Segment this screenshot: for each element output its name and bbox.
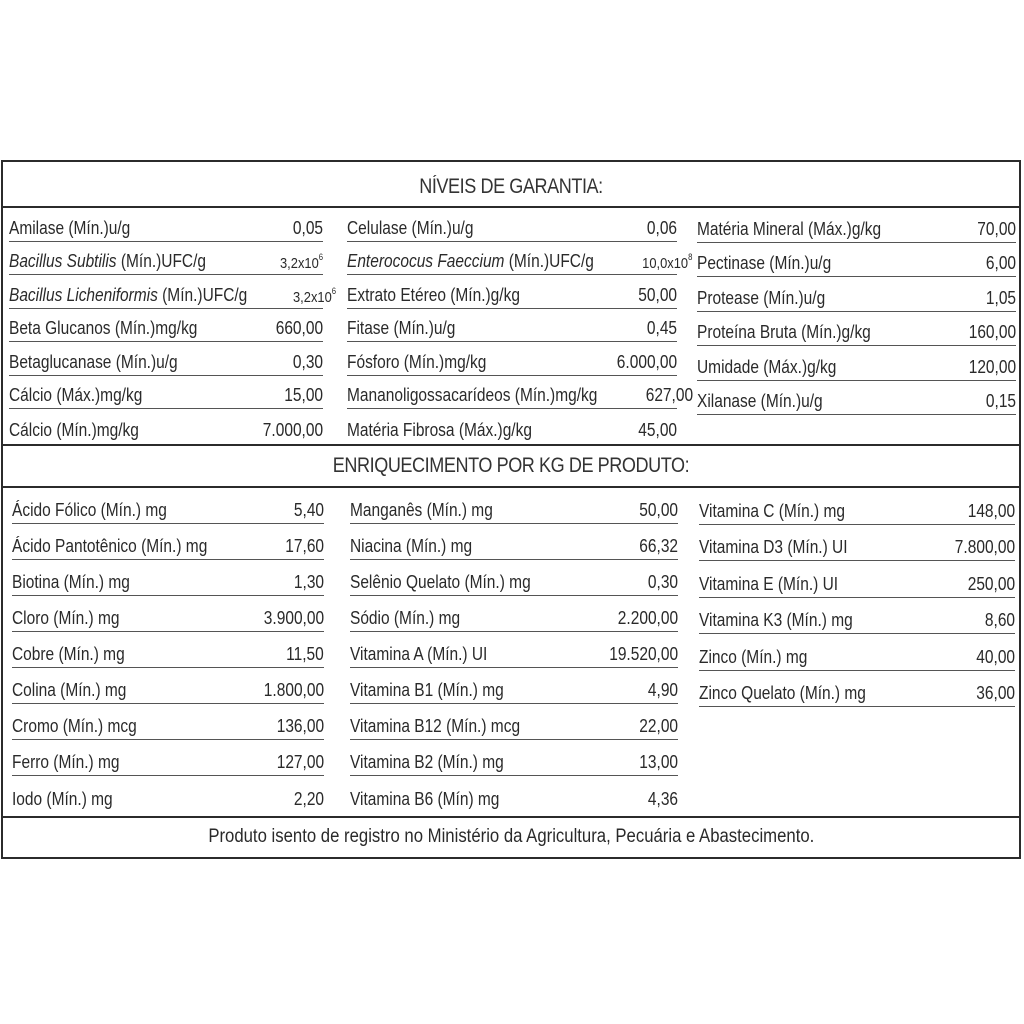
nutrient-value <box>639 716 678 737</box>
nutrient-value <box>294 789 324 810</box>
nutrient-value <box>264 680 324 701</box>
nutrient-value <box>968 501 1015 522</box>
table-row <box>699 671 1015 708</box>
value-number: 160,00 <box>968 322 1016 342</box>
table-row <box>350 560 678 596</box>
nutrient-name: Cromo (Mín.) mcg <box>12 716 137 736</box>
nutrient-value <box>647 318 677 339</box>
table-row <box>12 740 324 776</box>
nutrient-name: Vitamina B1 (Mín.) mg <box>350 680 504 700</box>
table-row <box>12 560 324 596</box>
value-number: 6.000,00 <box>616 351 677 372</box>
nutrient-value <box>284 385 323 406</box>
nutrient-name: Cálcio (Mín.)mg/kg <box>9 419 139 440</box>
nutrient-value <box>986 253 1016 274</box>
table-row <box>347 376 694 410</box>
table-row <box>350 668 678 704</box>
nutrient-value <box>263 420 323 441</box>
table-row <box>9 309 323 343</box>
table-row <box>350 776 678 812</box>
nutrient-name: Proteína Bruta (Mín.)g/kg <box>697 322 871 342</box>
nutrient-value <box>277 716 324 737</box>
nutrient-value <box>986 288 1016 309</box>
value-number: 1,30 <box>293 572 324 592</box>
value-number: 10,0x10 <box>642 255 689 272</box>
nutrient-name <box>9 285 247 306</box>
nutrient-name: Vitamina K3 (Mín.) mg <box>699 610 853 630</box>
nutrient-value <box>968 574 1015 595</box>
table-row <box>12 632 324 668</box>
value-number: 0,45 <box>646 318 677 338</box>
value-number: 40,00 <box>976 646 1015 667</box>
species-name: Bacillus Subtilis <box>9 251 117 271</box>
table-row <box>697 277 1016 312</box>
value-number: 3,2x10 <box>293 288 332 306</box>
nutrient-value <box>977 219 1016 240</box>
nutrient-name: Vitamina B2 (Mín.) mg <box>350 752 504 772</box>
nutrient-name: Ferro (Mín.) mg <box>12 752 120 772</box>
value-number: 15,00 <box>284 385 323 405</box>
value-number: 17,60 <box>285 536 324 556</box>
value-number: 0,06 <box>646 217 677 238</box>
value-number: 6,00 <box>985 253 1016 273</box>
nutrient-name: Celulase (Mín.)u/g <box>347 217 474 238</box>
value-number: 3.900,00 <box>263 608 324 628</box>
nutrient-value <box>264 608 324 629</box>
value-number: 70,00 <box>977 218 1016 239</box>
nutrient-value <box>647 218 677 239</box>
nutrient-value <box>639 752 678 773</box>
nutrient-value <box>639 536 678 557</box>
value-number: 7.000,00 <box>262 419 323 440</box>
guarantee-levels-title: NÍVEIS DE GARANTIA: <box>419 175 603 198</box>
nutrient-name: Amilase (Mín.)u/g <box>9 217 131 238</box>
species-name: Enterococus Faeccium <box>347 251 505 271</box>
value-number: 66,32 <box>639 536 678 556</box>
nutrient-name: Cobre (Mín.) mg <box>12 644 125 664</box>
nutrition-guarantee-table <box>1 160 1021 859</box>
nutrient-name: Colina (Mín.) mg <box>12 680 127 700</box>
nutrient-value <box>639 500 678 521</box>
divider <box>3 444 1019 446</box>
table-row <box>350 740 678 776</box>
nutrient-name: Vitamina B12 (Mín.) mcg <box>350 716 521 736</box>
value-number: 22,00 <box>639 716 678 736</box>
table-row <box>12 596 324 632</box>
nutrient-value <box>294 500 324 521</box>
value-number: 50,00 <box>639 500 678 520</box>
nutrient-value <box>276 318 323 339</box>
nutrient-name: Manganês (Mín.) mg <box>350 500 493 520</box>
table-row <box>347 208 677 242</box>
value-number: 0,30 <box>647 572 678 592</box>
nutrient-name: Vitamina B6 (Mín) mg <box>350 789 500 809</box>
nutrient-value <box>646 385 693 406</box>
nutrient-value <box>293 218 323 239</box>
nutrient-value <box>976 683 1015 704</box>
value-number: 5,40 <box>293 500 324 520</box>
table-row <box>347 275 677 309</box>
enrichment-title: ENRIQUECIMENTO POR KG DE PRODUTO: <box>332 454 690 477</box>
nutrient-value <box>969 357 1016 378</box>
nutrient-name: Vitamina A (Mín.) UI <box>350 644 488 664</box>
table-row <box>699 598 1015 635</box>
nutrient-value <box>648 680 678 701</box>
nutrient-value <box>985 610 1015 631</box>
nutrient-name: Betaglucanase (Mín.)u/g <box>9 351 178 372</box>
nutrient-value <box>638 285 677 306</box>
value-number: 2,20 <box>293 789 324 809</box>
value-number: 0,30 <box>292 351 323 372</box>
value-number: 120,00 <box>968 356 1016 377</box>
value-number: 148,00 <box>967 500 1015 521</box>
table-row <box>350 488 678 524</box>
nutrient-name: Umidade (Máx.)g/kg <box>697 356 837 377</box>
value-number: 2.200,00 <box>617 608 678 628</box>
nutrient-name: Beta Glucanos (Mín.)mg/kg <box>9 318 198 338</box>
nutrient-name <box>9 251 206 272</box>
nutrient-value <box>280 252 323 272</box>
exponent: 6 <box>318 252 323 262</box>
table-row <box>9 275 337 309</box>
nutrient-value <box>293 352 323 373</box>
nutrient-name: Extrato Etéreo (Mín.)g/kg <box>347 284 520 305</box>
nutrient-name: Matéria Fibrosa (Máx.)g/kg <box>347 419 532 440</box>
table-row <box>9 242 323 276</box>
table-row <box>699 525 1015 562</box>
value-number: 11,50 <box>286 644 324 664</box>
table-row <box>697 312 1016 347</box>
table-row <box>699 561 1015 598</box>
value-number: 660,00 <box>275 318 323 338</box>
nutrient-name: Zinco (Mín.) mg <box>699 646 808 667</box>
nutrient-value <box>285 536 324 557</box>
nutrient-name: Xilanase (Mín.)u/g <box>697 391 823 411</box>
nutrient-value <box>986 391 1016 412</box>
table-row <box>12 488 324 524</box>
nutrient-value <box>609 644 678 665</box>
table-row <box>347 309 677 343</box>
exponent: 6 <box>331 285 337 296</box>
nutrient-name: Vitamina E (Mín.) UI <box>699 573 839 594</box>
table-row <box>697 208 1016 243</box>
table-row <box>9 342 323 376</box>
nutrient-value <box>648 789 678 810</box>
nutrient-name: Zinco Quelato (Mín.) mg <box>699 683 866 703</box>
table-row <box>9 208 323 242</box>
nutrient-name: Cloro (Mín.) mg <box>12 608 120 628</box>
value-number: 13,00 <box>639 752 678 772</box>
nutrient-name: Pectinase (Mín.)u/g <box>697 253 832 273</box>
table-row <box>347 342 677 376</box>
nutrient-name <box>347 251 594 272</box>
table-row <box>697 243 1016 278</box>
table-row <box>350 632 678 668</box>
nutrient-value <box>286 644 324 665</box>
table-row <box>350 704 678 740</box>
table-row <box>347 409 677 443</box>
nutrient-name: Matéria Mineral (Máx.)g/kg <box>697 218 882 239</box>
nutrient-name: Fitase (Mín.)u/g <box>347 318 456 338</box>
table-row <box>12 704 324 740</box>
value-number: 36,00 <box>976 683 1015 703</box>
table-row <box>9 376 323 410</box>
nutrient-name: Protease (Mín.)u/g <box>697 287 826 308</box>
nutrient-value <box>293 286 336 306</box>
value-number: 8,60 <box>984 610 1015 630</box>
nutrient-value <box>969 322 1016 343</box>
table-row <box>347 242 693 276</box>
unit-text: (Mín.)UFC/g <box>157 284 248 305</box>
value-number: 50,00 <box>638 284 677 305</box>
value-number: 45,00 <box>638 419 677 440</box>
nutrient-value <box>617 352 677 373</box>
nutrient-value <box>618 608 678 629</box>
nutrient-value <box>955 537 1015 558</box>
value-number: 3,2x10 <box>279 255 319 272</box>
table-row <box>350 524 678 560</box>
nutrient-value <box>648 572 678 593</box>
nutrient-name: Vitamina C (Mín.) mg <box>699 500 845 521</box>
value-number: 1.800,00 <box>263 680 324 700</box>
divider <box>3 816 1019 818</box>
table-row <box>12 668 324 704</box>
nutrient-name: Iodo (Mín.) mg <box>12 789 113 809</box>
table-row <box>697 346 1016 381</box>
nutrient-name: Cálcio (Máx.)mg/kg <box>9 385 143 405</box>
value-number: 136,00 <box>276 716 324 736</box>
value-number: 7.800,00 <box>954 537 1015 557</box>
nutrient-name: Vitamina D3 (Mín.) UI <box>699 537 848 557</box>
nutrient-value <box>277 752 324 773</box>
nutrient-name: Mananoligossacarídeos (Mín.)mg/kg <box>347 385 598 405</box>
value-number: 127,00 <box>276 752 324 772</box>
table-row <box>12 776 324 812</box>
unit-text: (Mín.)UFC/g <box>116 251 207 271</box>
nutrient-name: Biotina (Mín.) mg <box>12 572 130 592</box>
value-number: 0,05 <box>292 217 323 238</box>
footer-text: Produto isento de registro no Ministério da Agricultura, Pecuária e Abastecimento. <box>208 826 814 847</box>
nutrient-value <box>294 572 324 593</box>
nutrient-value <box>642 252 692 272</box>
nutrient-name: Ácido Fólico (Mín.) mg <box>12 500 167 520</box>
value-number: 0,15 <box>985 391 1016 411</box>
nutrient-value <box>638 420 677 441</box>
table-row <box>9 409 323 443</box>
nutrient-name: Niacina (Mín.) mg <box>350 536 473 556</box>
nutrient-value <box>976 647 1015 668</box>
table-row <box>699 634 1015 671</box>
table-row <box>350 596 678 632</box>
table-row <box>699 488 1015 525</box>
value-number: 1,05 <box>985 287 1016 308</box>
value-number: 250,00 <box>967 573 1015 594</box>
nutrient-name: Selênio Quelato (Mín.) mg <box>350 572 531 592</box>
species-name: Bacillus Licheniformis <box>9 284 158 305</box>
footer-note <box>3 826 1019 848</box>
nutrient-name: Fósforo (Mín.)mg/kg <box>347 351 487 372</box>
exponent: 8 <box>688 252 693 262</box>
value-number: 4,36 <box>647 789 678 809</box>
value-number: 19.520,00 <box>609 644 678 664</box>
unit-text: (Mín.)UFC/g <box>504 251 594 271</box>
nutrient-name: Ácido Pantotênico (Mín.) mg <box>12 536 208 556</box>
value-number: 4,90 <box>647 680 678 700</box>
table-row <box>697 381 1016 416</box>
nutrient-name: Sódio (Mín.) mg <box>350 608 461 628</box>
value-number: 627,00 <box>645 385 694 405</box>
table-row <box>12 524 324 560</box>
